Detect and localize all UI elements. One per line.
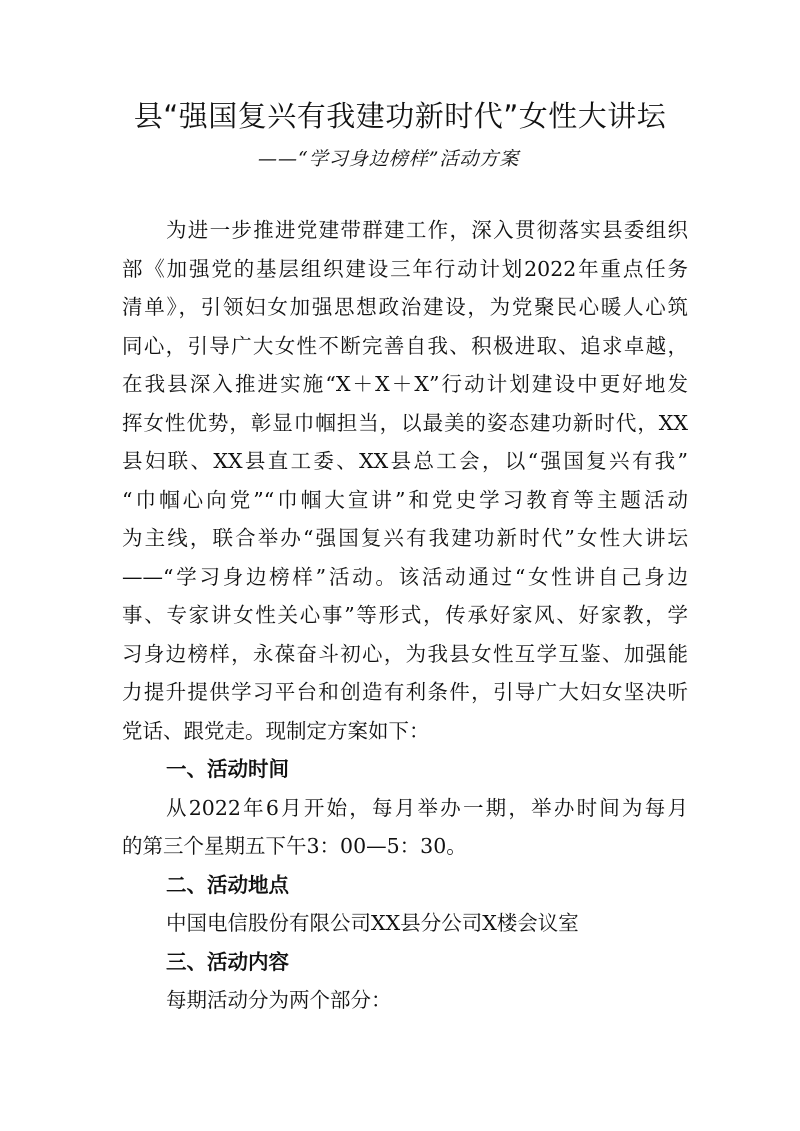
intro-line: 力提升提供学习平台和创造有利条件，引导广大妇女坚决听 — [122, 680, 688, 704]
intro-line: 在我县深入推进实施“X＋X＋X”行动计划建设中更好地发 — [122, 372, 688, 396]
section-heading-location: 二、活动地点 — [166, 872, 289, 897]
intro-line: 习身边榜样，永葆奋斗初心，为我县女性互学互鉴、加强能 — [122, 641, 688, 666]
intro-line: 清单》，引领妇女加强思想政治建设，为党聚民心暖人心筑 — [122, 295, 688, 319]
intro-line: 党话、跟党走。现制定方案如下： — [122, 718, 430, 743]
intro-line: 同心，引导广大女性不断完善自我、积极进取、追求卓越， — [122, 333, 688, 358]
intro-line: ——“学习身边榜样”活动。该活动通过“女性讲自己身边 — [122, 564, 688, 589]
document-body — [122, 211, 688, 1020]
intro-line: 部《加强党的基层组织建设三年行动计划2022年重点任务 — [122, 256, 688, 281]
intro-line: 为进一步推进党建带群建工作，深入贯彻落实县委组织 — [166, 218, 688, 242]
document-title: 县“强国复兴有我建功新时代”女性大讲坛 — [133, 99, 667, 133]
intro-line: 挥女性优势，彰显巾帼担当，以最美的姿态建功新时代，XX — [122, 410, 688, 435]
section-time-line: 从2022年6月开始，每月举办一期，举办时间为每月 — [166, 795, 688, 820]
document-subtitle: ——“学习身边榜样”活动方案 — [258, 148, 520, 170]
intro-line: 事、专家讲女性关心事”等形式，传承好家风、好家教，学 — [122, 603, 688, 627]
section-heading-content: 三、活动内容 — [166, 949, 289, 974]
intro-line: 县妇联、XX县直工委、XX县总工会，以“强国复兴有我” — [122, 449, 688, 473]
intro-line: “巾帼心向党”“巾帼大宣讲”和党史学习教育等主题活动 — [122, 487, 688, 512]
section-time-line: 的第三个星期五下午3：00—5：30。 — [122, 834, 467, 858]
section-heading-time: 一、活动时间 — [166, 757, 289, 781]
section-content-text: 每期活动分为两个部分： — [166, 988, 392, 1012]
section-location-text: 中国电信股份有限公司XX县分公司X楼会议室 — [166, 911, 579, 935]
intro-line: 为主线，联合举办“强国复兴有我建功新时代”女性大讲坛 — [122, 526, 688, 550]
